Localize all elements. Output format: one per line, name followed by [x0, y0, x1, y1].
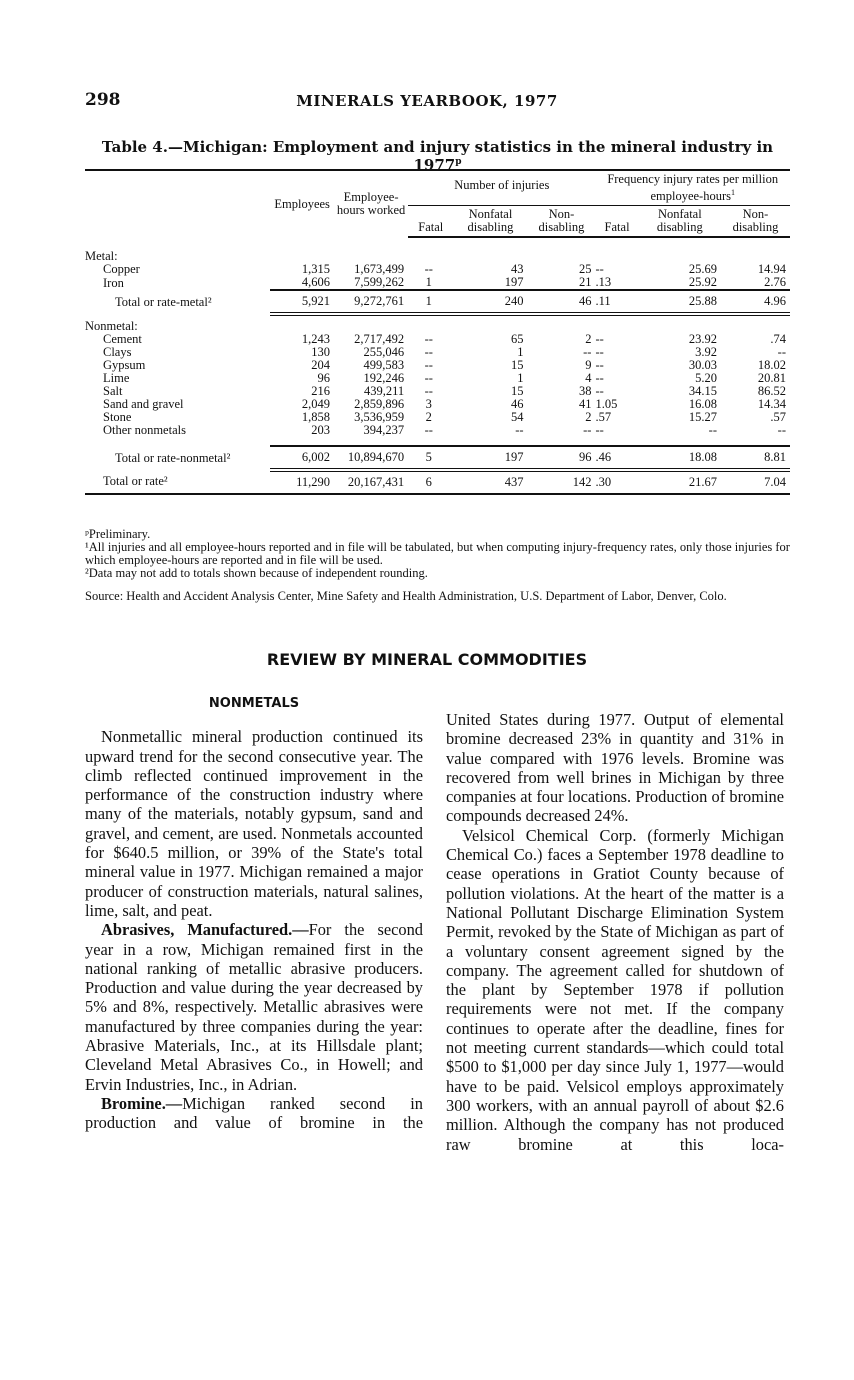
row-value: 2,717,492	[354, 332, 405, 347]
table-row	[85, 333, 790, 346]
row-value: 2	[425, 410, 432, 425]
row-value: .57	[595, 410, 612, 425]
row-value: 7,599,262	[354, 275, 405, 290]
row-value: 4,606	[301, 275, 331, 290]
row-value: 86.52	[757, 384, 786, 399]
row-value: --	[595, 358, 604, 373]
lead-bromine: Bromine.—	[101, 1093, 183, 1113]
table-row	[85, 424, 790, 437]
text-abrasives: For the second year in a row, Michigan remained first in the national ranking of metallic abrasive producers. Production and value during the year decreased by 5% and 8%, respectively. Metallic abrasives were manufactured by three companies during the year: Abrasive Materials, Inc., at its Hillsdale plant; Cleveland Metal Abrasives Co., in Howell; and Ervin Industries, Inc., in Adrian.	[85, 920, 423, 1094]
row-value: 15	[511, 384, 524, 399]
row-value: 6,002	[270, 446, 334, 470]
row-label: Cement	[103, 332, 142, 347]
row-value: 2,049	[301, 397, 331, 412]
row-value: 2	[585, 332, 592, 347]
table-row	[85, 398, 790, 411]
row-value: 11,290	[270, 470, 334, 494]
row-value: 1,315	[301, 262, 331, 277]
row-value: --	[777, 345, 786, 360]
row-value: .30	[595, 470, 638, 494]
row-value: 142	[528, 470, 596, 494]
row-value: 1.05	[595, 397, 618, 412]
row-label: Total or rate-nonmetal²	[115, 450, 231, 465]
row-value: --	[424, 332, 433, 347]
header-fatal: Fatal	[408, 206, 453, 238]
row-value: 21.67	[639, 470, 721, 494]
row-value: 16.08	[688, 397, 717, 412]
running-title: MINERALS YEARBOOK, 1977	[296, 92, 558, 110]
row-value: 1,243	[301, 332, 331, 347]
row-value: 8.81	[721, 446, 790, 470]
subhead-nonmetals: NONMETALS	[208, 696, 300, 711]
row-value: .46	[595, 446, 638, 470]
header-hours: Employee-hours worked	[334, 170, 408, 237]
row-value: --	[424, 345, 433, 360]
row-value: --	[583, 345, 592, 360]
header-rate-fatal: Fatal	[595, 206, 638, 238]
section-label-row	[85, 320, 790, 333]
section-label-row	[85, 250, 790, 263]
row-value: --	[777, 423, 786, 438]
rates-group-sup: 1	[730, 188, 735, 197]
row-label: Stone	[103, 410, 132, 425]
row-label: Gypsum	[103, 358, 146, 373]
row-value: 20.81	[757, 371, 786, 386]
row-value: --	[595, 262, 604, 277]
row-value: 1	[408, 290, 453, 314]
section-label: Metal:	[85, 249, 118, 264]
paragraph-nonmetals: Nonmetallic mineral production continued its upward trend for the second consecutive year. The climb reflected continued improvement in the performance of the construction industry where many of the materials, notably gypsum, sand and gravel, and cement, are used. Nonmetals accounted for $640.5 million, or 39% of the State's total mineral value in 1977. Michigan remained a major producer of construction materials, natural salines, lime, salt, and peat.	[85, 727, 423, 920]
row-value: 15.27	[688, 410, 717, 425]
row-value: 34.15	[688, 384, 717, 399]
header-blank	[85, 170, 270, 237]
row-value: 18.08	[639, 446, 721, 470]
row-value: 439,211	[363, 384, 405, 399]
row-value: 21	[578, 275, 592, 290]
row-value: 1	[425, 275, 432, 290]
row-value: 6	[408, 470, 453, 494]
paragraph-bromine	[85, 1094, 423, 1133]
row-value: --	[595, 371, 604, 386]
row-value: 5.20	[695, 371, 717, 386]
row-value: 240	[453, 290, 527, 314]
row-value: --	[595, 423, 604, 438]
rates-group-text: Frequency injury rates per million employee-hours	[607, 172, 779, 204]
header-injuries-group: Number of injuries	[408, 170, 595, 206]
row-value: 4.96	[721, 290, 790, 314]
table-body	[85, 237, 790, 494]
total-row	[85, 290, 790, 314]
row-value: --	[424, 384, 433, 399]
row-value: 54	[511, 410, 524, 425]
row-value: 2	[585, 410, 592, 425]
row-value: 197	[504, 275, 524, 290]
row-value: 2,859,896	[354, 397, 405, 412]
row-value: --	[424, 262, 433, 277]
table-row	[85, 263, 790, 276]
spacer-row	[85, 237, 790, 250]
row-value: 1	[517, 371, 524, 386]
table-title-sup: p	[455, 157, 462, 167]
row-value: 9	[585, 358, 592, 373]
row-value: 18.02	[757, 358, 786, 373]
row-label: Lime	[103, 371, 130, 386]
row-label: Copper	[103, 262, 140, 277]
row-value: 7.04	[721, 470, 790, 494]
table-title-text: Table 4.—Michigan: Employment and injury statistics in the mineral industry in 1977	[101, 138, 774, 174]
row-value: .11	[595, 290, 638, 314]
row-value: 15	[511, 358, 524, 373]
row-label: Total or rate-metal²	[115, 294, 212, 309]
paragraph-abrasives	[85, 920, 423, 1094]
row-label: Other nonmetals	[103, 423, 186, 438]
row-value: 38	[578, 384, 592, 399]
header-nondisabling: Non-disabling	[528, 206, 596, 238]
grand-total-row	[85, 470, 790, 494]
left-column	[85, 694, 423, 1133]
injury-statistics-table	[85, 169, 790, 495]
section-title: REVIEW BY MINERAL COMMODITIES	[266, 650, 588, 669]
row-label: Total or rate²	[85, 470, 270, 494]
row-value: 1,673,499	[354, 262, 405, 277]
row-value: 10,894,670	[334, 446, 408, 470]
row-value: --	[424, 423, 433, 438]
row-value: 25	[578, 262, 592, 277]
row-value: 2.76	[764, 275, 786, 290]
row-value: --	[424, 358, 433, 373]
row-value: .74	[770, 332, 786, 347]
row-value: 1	[517, 345, 524, 360]
row-value: 46	[511, 397, 524, 412]
row-label: Salt	[103, 384, 123, 399]
row-value: 65	[511, 332, 524, 347]
row-value: 30.03	[688, 358, 717, 373]
footnote-1: ¹All injuries and all employee-hours reported and in file will be tabulated, but when computing injury-frequency rates, only those injuries for which employee-hours are reported and in file will be used.	[85, 540, 790, 567]
row-value: 3	[425, 397, 432, 412]
header-nonfatal: Nonfatal disabling	[453, 206, 527, 238]
table-row	[85, 359, 790, 372]
row-value: --	[515, 423, 524, 438]
spacer	[85, 237, 790, 250]
header-rate-nondisabling: Non-disabling	[721, 206, 790, 238]
right-column	[446, 710, 784, 1154]
text-bromine: Michigan ranked second in production and value of bromine in the	[85, 1093, 423, 1133]
row-value: 9,272,761	[334, 290, 408, 314]
row-value: 203	[311, 423, 331, 438]
spacer	[85, 437, 790, 446]
row-value: .57	[770, 410, 786, 425]
row-value: 499,583	[363, 358, 405, 373]
row-value: 5,921	[270, 290, 334, 314]
row-value: 20,167,431	[334, 470, 408, 494]
row-value: 192,246	[363, 371, 405, 386]
table-row	[85, 346, 790, 359]
row-value: 41	[578, 397, 592, 412]
row-value: 96	[528, 446, 596, 470]
row-value: 14.94	[757, 262, 786, 277]
table-row	[85, 372, 790, 385]
row-value: 204	[311, 358, 331, 373]
row-value: 14.34	[757, 397, 786, 412]
paragraph-velsicol: Velsicol Chemical Corp. (formerly Michigan Chemical Co.) faces a September 1978 deadline to cease operations in Gratiot County because of pollution violations. At the heart of the matter is a National Pollutant Discharge Elimination System Permit, revoked by the State of Michigan as part of a voluntary consent agreement signed by the company. The agreement called for shutdown of the plant by September 1978 if pollution requirements were not met. If the company continues to operate after the deadline, fines for not meeting current standards—which could total $500 to $1,000 per day since July 1, 1977—would have to be paid. Velsicol employs approximately 300 workers, with an annual payroll of about $2.6 million. Although the company has not produced raw bromine at this loca-	[446, 825, 784, 1154]
header-rate-nonfatal: Nonfatal disabling	[639, 206, 721, 238]
table-row	[85, 411, 790, 424]
row-value: 3,536,959	[354, 410, 405, 425]
row-value: 25.88	[639, 290, 721, 314]
table-row	[85, 276, 790, 290]
row-value: 437	[453, 470, 527, 494]
row-value: 197	[453, 446, 527, 470]
row-value: 4	[585, 371, 592, 386]
row-value: 96	[317, 371, 331, 386]
row-label: Clays	[103, 345, 132, 360]
row-label: Sand and gravel	[103, 397, 184, 412]
table-notes	[85, 528, 790, 603]
header-employees: Employees	[270, 170, 334, 237]
row-value: --	[595, 345, 604, 360]
table-row	[85, 385, 790, 398]
row-value: 255,046	[363, 345, 405, 360]
paragraph-bromine-cont: United States during 1977. Output of elemental bromine decreased 23% in quantity and 31% in value compared with 1976 levels. Bromine was recovered from well brines in Michigan by three companies at four locations. Production of bromine compounds decreased 24%.	[446, 710, 784, 826]
row-value: 394,237	[363, 423, 405, 438]
footnote-preliminary: ᵖPreliminary.	[85, 527, 151, 541]
row-value: 216	[311, 384, 331, 399]
row-value: --	[583, 423, 592, 438]
row-value: 130	[311, 345, 331, 360]
row-value: 46	[528, 290, 596, 314]
total-row	[85, 446, 790, 470]
page-number: 298	[85, 90, 121, 110]
lead-abrasives: Abrasives, Manufactured.—	[101, 920, 309, 940]
row-value: --	[595, 332, 604, 347]
row-label: Iron	[103, 275, 124, 290]
section-label: Nonmetal:	[85, 319, 138, 334]
row-value: --	[424, 371, 433, 386]
row-value: .13	[595, 275, 612, 290]
row-value: 5	[408, 446, 453, 470]
row-value: 23.92	[688, 332, 717, 347]
row-value: 25.92	[688, 275, 717, 290]
table-source: Source: Health and Accident Analysis Center, Mine Safety and Health Administration, U.S. Department of Labor, Denver, Colo.	[85, 589, 727, 603]
footnote-2: ²Data may not add to totals shown because of independent rounding.	[85, 566, 428, 580]
row-value: 43	[511, 262, 524, 277]
header-rates-group	[595, 170, 790, 206]
row-value: --	[595, 384, 604, 399]
row-value: 25.69	[688, 262, 717, 277]
row-value: 1,858	[301, 410, 331, 425]
row-value: 3.92	[695, 345, 717, 360]
spacer-row	[85, 437, 790, 446]
row-value: --	[708, 423, 717, 438]
